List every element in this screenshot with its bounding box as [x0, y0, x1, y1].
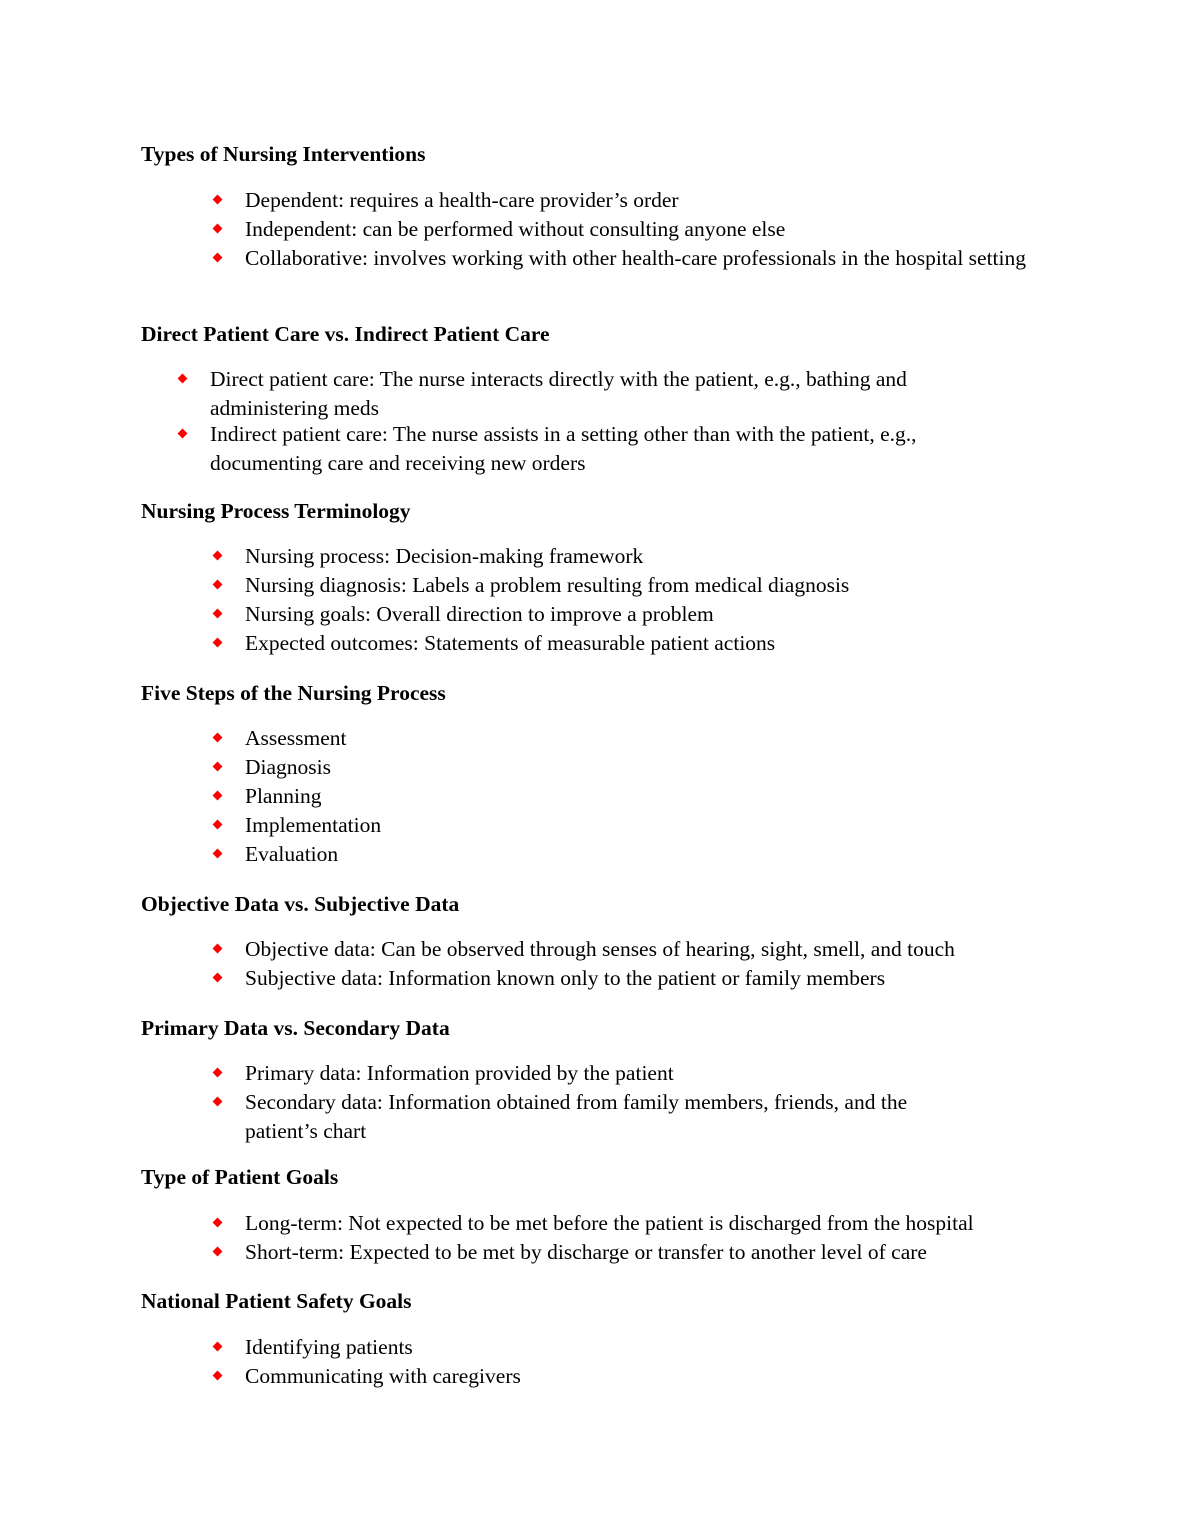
section-heading: Nursing Process Terminology: [141, 499, 411, 523]
bullet-list: [210, 365, 950, 478]
list-item: Objective data: Can be observed through senses of hearing, sight, smell, and touch: [245, 935, 1045, 964]
section-heading: National Patient Safety Goals: [141, 1289, 412, 1313]
bullet-list: [245, 935, 1045, 993]
section-heading: Direct Patient Care vs. Indirect Patient Care: [141, 322, 550, 346]
diamond-bullet-icon: [213, 580, 223, 590]
list-item: Evaluation: [245, 840, 1045, 869]
diamond-bullet-icon: [213, 195, 223, 205]
list-item: Direct patient care: The nurse interacts directly with the patient, e.g., bathing and administering meds: [210, 365, 950, 423]
list-item: Secondary data: Information obtained from family members, friends, and the patient’s chart: [245, 1088, 985, 1146]
bullet-list: [245, 1333, 1045, 1391]
diamond-bullet-icon: [178, 429, 188, 439]
section-heading: Types of Nursing Interventions: [141, 142, 426, 166]
section-heading: Type of Patient Goals: [141, 1165, 339, 1189]
list-item: Primary data: Information provided by the patient: [245, 1059, 985, 1088]
bullet-list: [245, 724, 1045, 869]
diamond-bullet-icon: [213, 791, 223, 801]
list-item: Communicating with caregivers: [245, 1362, 1045, 1391]
list-item: Independent: can be performed without consulting anyone else: [245, 215, 1035, 244]
section-heading: Primary Data vs. Secondary Data: [141, 1016, 450, 1040]
list-item: Assessment: [245, 724, 1045, 753]
list-item: Nursing diagnosis: Labels a problem resulting from medical diagnosis: [245, 571, 1045, 600]
diamond-bullet-icon: [213, 973, 223, 983]
diamond-bullet-icon: [213, 1342, 223, 1352]
list-item: Diagnosis: [245, 753, 1045, 782]
bullet-list: [245, 1059, 985, 1146]
diamond-bullet-icon: [213, 253, 223, 263]
list-item: Subjective data: Information known only to the patient or family members: [245, 964, 1045, 993]
diamond-bullet-icon: [213, 1247, 223, 1257]
list-item: Indirect patient care: The nurse assists in a setting other than with the patient, e.g., documenting care and receiving new orders: [210, 420, 950, 478]
list-item: Long-term: Not expected to be met before the patient is discharged from the hospital: [245, 1209, 1065, 1238]
diamond-bullet-icon: [213, 1218, 223, 1228]
diamond-bullet-icon: [213, 1371, 223, 1381]
list-item: Planning: [245, 782, 1045, 811]
diamond-bullet-icon: [213, 609, 223, 619]
list-item: Collaborative: involves working with other health-care professionals in the hospital setting: [245, 244, 1035, 273]
section-heading: Five Steps of the Nursing Process: [141, 681, 446, 705]
diamond-bullet-icon: [213, 944, 223, 954]
diamond-bullet-icon: [213, 1068, 223, 1078]
bullet-list: [245, 186, 1035, 273]
list-item: Nursing goals: Overall direction to improve a problem: [245, 600, 1045, 629]
diamond-bullet-icon: [213, 762, 223, 772]
diamond-bullet-icon: [213, 820, 223, 830]
section-heading: Objective Data vs. Subjective Data: [141, 892, 460, 916]
diamond-bullet-icon: [213, 733, 223, 743]
diamond-bullet-icon: [213, 224, 223, 234]
list-item: Short-term: Expected to be met by discharge or transfer to another level of care: [245, 1238, 1065, 1267]
list-item: Implementation: [245, 811, 1045, 840]
list-item: Nursing process: Decision-making framework: [245, 542, 1045, 571]
bullet-list: [245, 1209, 1065, 1267]
diamond-bullet-icon: [213, 551, 223, 561]
list-item: Expected outcomes: Statements of measurable patient actions: [245, 629, 1045, 658]
diamond-bullet-icon: [178, 374, 188, 384]
list-item: Dependent: requires a health-care provider’s order: [245, 186, 1035, 215]
bullet-list: [245, 542, 1045, 658]
list-item: Identifying patients: [245, 1333, 1045, 1362]
diamond-bullet-icon: [213, 638, 223, 648]
diamond-bullet-icon: [213, 849, 223, 859]
diamond-bullet-icon: [213, 1097, 223, 1107]
